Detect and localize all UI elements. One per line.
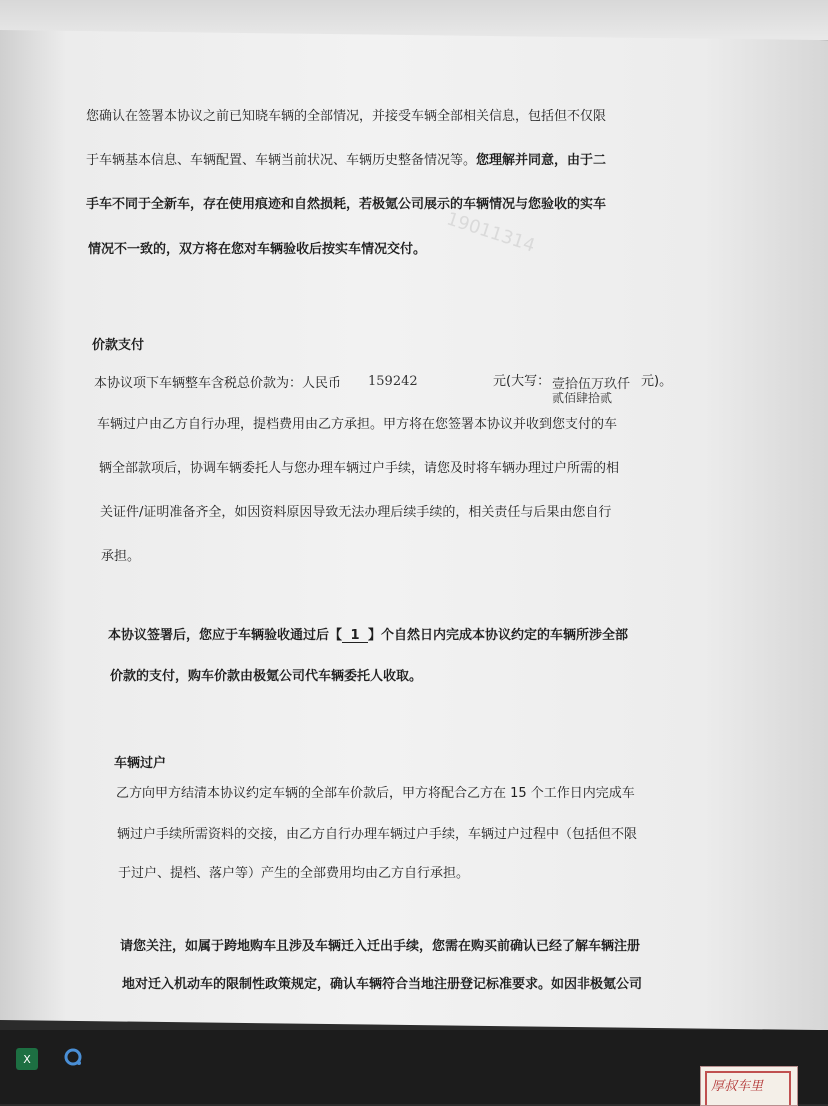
payment-heading: 价款支付 <box>92 338 145 353</box>
transfer-line3: 于过户、提档、落户等）产生的全部费用均由乙方自行承担。 <box>118 866 470 881</box>
p1-line3: 手车不同于全新车，存在使用痕迹和自然损耗，若极氪公司展示的车辆情况与您验收的实车 <box>86 197 607 212</box>
notice-line2: 地对迁入机动车的限制性政策规定，确认车辆符合当地注册登记标准要求。如因非极氪公司 <box>122 977 643 992</box>
excel-app-icon[interactable] <box>16 1048 38 1070</box>
price-value: 159242 <box>368 374 418 389</box>
notice-line1: 请您关注，如属于跨地购车且涉及车辆迁入迁出手续，您需在购买前确认已经了解车辆注册 <box>120 939 641 954</box>
search-assistant-icon[interactable] <box>62 1046 84 1068</box>
p1-line4: 情况不一致的，双方将在您对车辆验收后按实车情况交付。 <box>88 242 427 257</box>
price-words-b: 贰佰肆拾贰 <box>552 391 613 405</box>
transfer-line2: 辆过户手续所需资料的交接，由乙方自行办理车辆过户手续，车辆过户过程中（包括但不限 <box>117 827 638 842</box>
payment-line3: 关证件/证明准备齐全，如因资料原因导致无法办理后续手续的，相关责任与后果由您自行 <box>100 505 612 520</box>
timing-line2: 价款的支付，购车价款由极氪公司代车辆委托人收取。 <box>110 669 423 684</box>
timing-line1 <box>108 629 628 643</box>
sticker-text: 厚叔车里 <box>705 1071 791 1106</box>
p1-line2 <box>86 154 606 167</box>
transfer-heading: 车辆过户 <box>114 756 167 771</box>
p1-line1: 您确认在签署本协议之前已知晓车辆的全部情况，并接受车辆全部相关信息，包括但不仅限 <box>86 109 607 124</box>
transfer-line1: 乙方向甲方结清本协议约定车辆的全部车价款后，甲方将配合乙方在 15 个工作日内完成车 <box>116 786 635 801</box>
p1-line2-bold: 您理解并同意，由于二 <box>476 153 607 168</box>
p1-line2-normal: 于车辆基本信息、车辆配置、车辆当前状况、车辆历史整备情况等。 <box>86 153 477 168</box>
payment-line4: 承担。 <box>101 549 141 564</box>
watermark: 19011314 <box>443 208 538 257</box>
payment-line2: 辆全部款项后，协调车辆委托人与您办理车辆过户手续，请您及时将车辆办理过户所需的相 <box>99 461 620 476</box>
price-suffix-a: 元(大写： <box>493 374 551 389</box>
price-words-a: 壹拾伍万玖仟 <box>552 377 631 392</box>
corner-sticker <box>700 1066 798 1106</box>
price-suffix-b: 元)。 <box>641 374 673 389</box>
timing-suffix: 】个自然日内完成本协议约定的车辆所涉全部 <box>368 628 629 643</box>
timing-prefix: 本协议签署后，您应于车辆验收通过后【 <box>108 628 343 643</box>
payment-line1: 车辆过户由乙方自行办理，提档费用由乙方承担。甲方将在您签署本协议并收到您支付的车 <box>97 417 618 432</box>
excel-label: X <box>23 1052 31 1066</box>
ring-icon <box>62 1046 84 1068</box>
price-prefix: 本协议项下车辆整车含税总价款为：人民币 <box>94 376 342 391</box>
days-value: 1 <box>342 629 368 643</box>
